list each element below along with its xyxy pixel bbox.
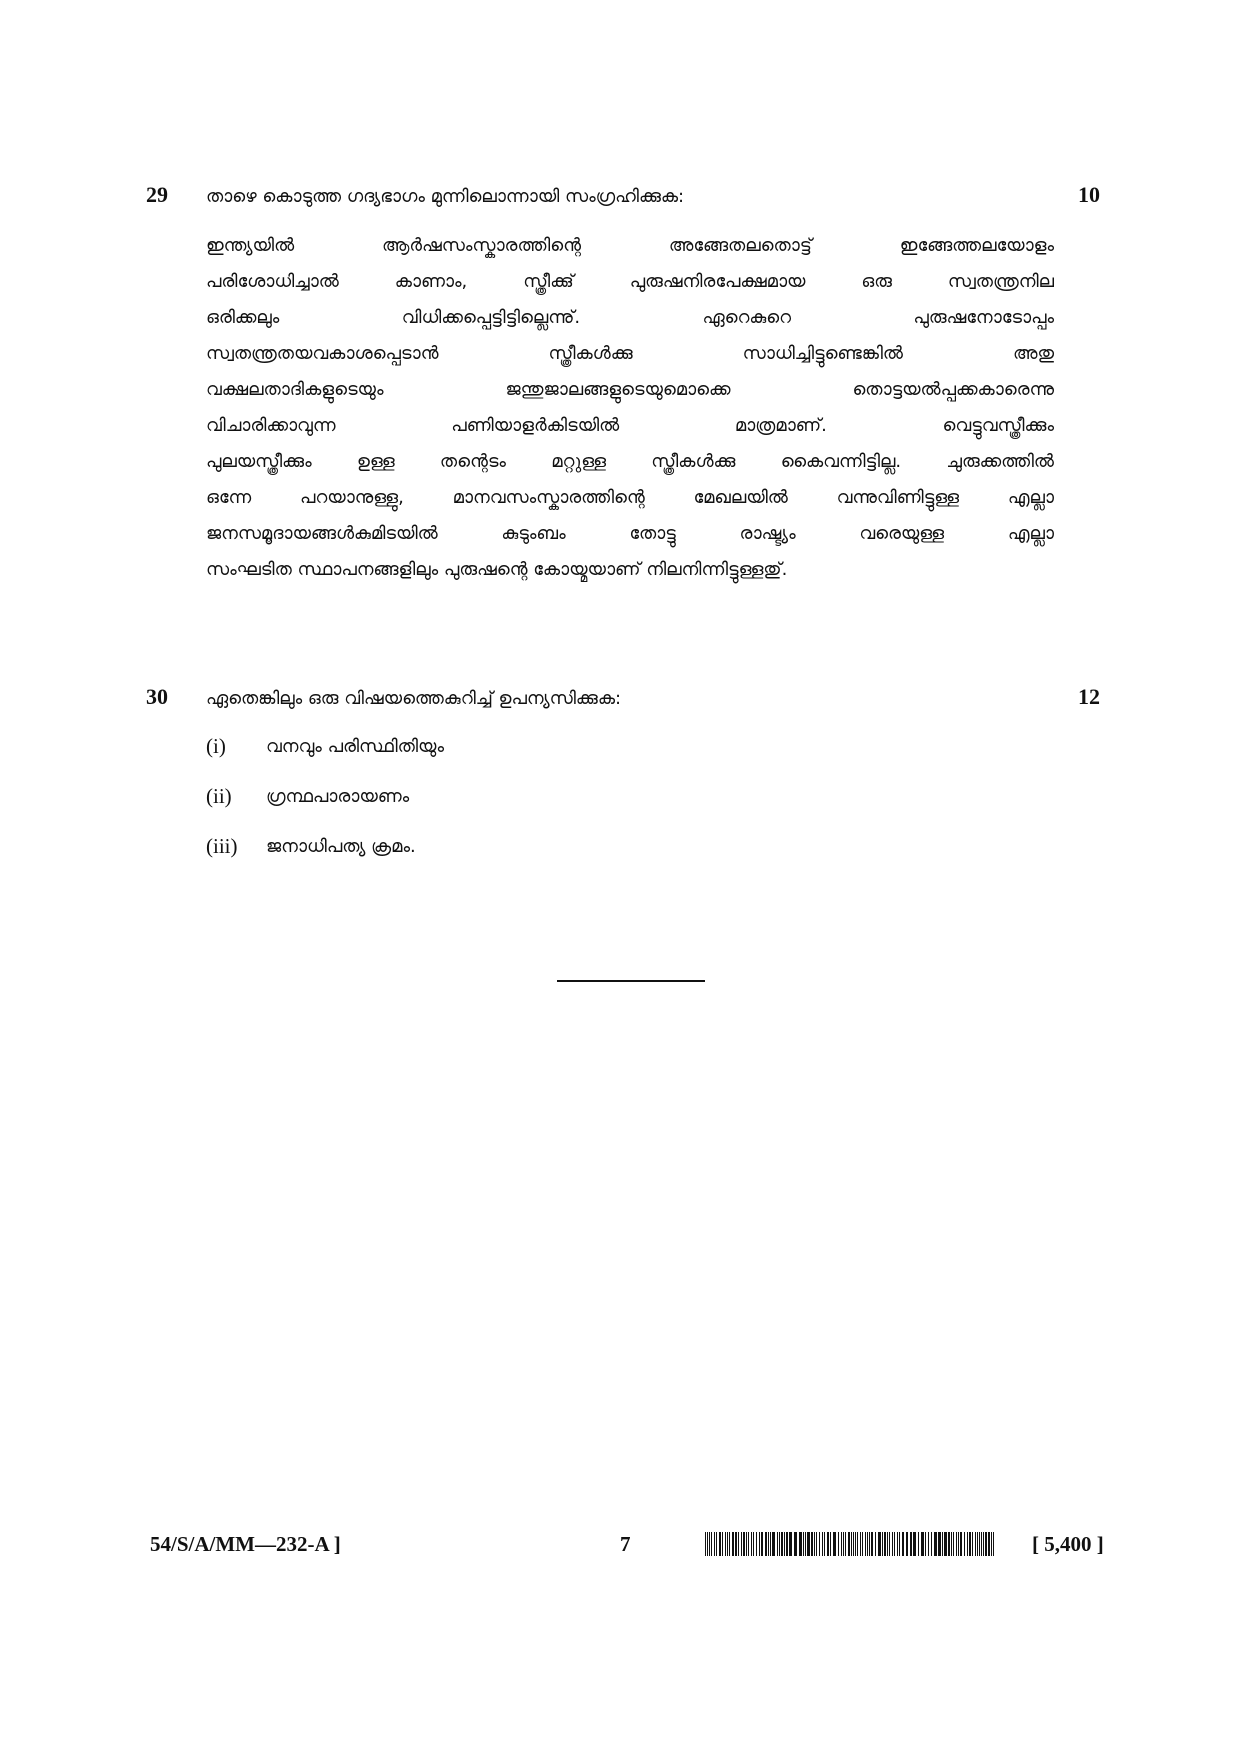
barcode-bar xyxy=(784,1532,785,1556)
barcode-bar xyxy=(719,1532,721,1556)
barcode-bar xyxy=(748,1532,749,1556)
barcode-bar xyxy=(851,1532,852,1556)
barcode-bar xyxy=(934,1532,937,1556)
barcode-bar xyxy=(732,1532,734,1556)
end-divider xyxy=(557,980,705,982)
barcode-bar xyxy=(869,1532,870,1556)
barcode-bar xyxy=(860,1532,861,1556)
question-29-prompt: താഴെ കൊടുത്ത ഗദ്യഭാഗം മുന്നിലൊന്നായി സംഗ്രഹിക്കുക: xyxy=(206,186,685,207)
barcode-bar xyxy=(814,1532,815,1556)
barcode-bar xyxy=(722,1532,723,1556)
barcode-bar xyxy=(729,1532,730,1556)
barcode-bar xyxy=(807,1532,810,1556)
barcode-bar xyxy=(991,1532,992,1556)
barcode-bar xyxy=(753,1532,754,1556)
barcode-bar xyxy=(913,1532,916,1556)
barcode-bar xyxy=(794,1532,797,1556)
option-label: (i) xyxy=(206,734,226,758)
option-label: (ii) xyxy=(206,784,232,808)
passage-line: ഒന്നേ പറയാനുള്ളു, മാനവസംസ്കാരത്തിന്റെ മേഖലയിൽ വന്നുവിണിട്ടുള്ള എല്ലാ xyxy=(206,487,1054,508)
barcode-bar xyxy=(977,1532,978,1556)
barcode-bar xyxy=(738,1532,739,1556)
barcode-bar xyxy=(781,1532,783,1556)
barcode-bar xyxy=(918,1532,919,1556)
barcode-bar xyxy=(786,1532,788,1556)
option-label: (iii) xyxy=(206,834,238,858)
barcode-bar xyxy=(735,1532,737,1556)
barcode-bar xyxy=(871,1532,873,1556)
barcode-bar xyxy=(841,1532,842,1556)
barcode-bar xyxy=(777,1532,778,1556)
barcode-bar xyxy=(981,1532,982,1556)
barcode-bar xyxy=(865,1532,866,1556)
barcode-bar xyxy=(805,1532,806,1556)
barcode-bar xyxy=(882,1532,883,1556)
passage-line: സ്വതന്ത്രതയവകാശപ്പെടാൻ സ്ത്രീകൾക്കു സാധിച്ചിട്ടുണ്ടെങ്കിൽ അതു xyxy=(206,343,1054,364)
barcode-bar xyxy=(711,1532,712,1556)
barcode-bar xyxy=(799,1532,802,1556)
barcode-bar xyxy=(993,1532,994,1556)
footer-copy-count: [ 5,400 ] xyxy=(1032,1532,1104,1556)
barcode-bar xyxy=(822,1532,823,1556)
barcode-bar xyxy=(964,1532,965,1556)
barcode-bar xyxy=(770,1532,771,1556)
barcode-bar xyxy=(827,1532,829,1556)
barcode-bar xyxy=(855,1532,856,1556)
barcode-bar xyxy=(709,1532,710,1556)
barcode-bar xyxy=(830,1532,831,1556)
barcode-bar xyxy=(765,1532,767,1556)
barcode-bar xyxy=(803,1532,804,1556)
barcode-bar xyxy=(779,1532,780,1556)
option-text: വനവും പരിസ്ഥിതിയും xyxy=(266,736,444,757)
barcode-bar xyxy=(894,1532,895,1556)
barcode-bar xyxy=(921,1532,924,1556)
barcode-bar xyxy=(892,1532,893,1556)
barcode-bar xyxy=(975,1532,976,1556)
barcode-bar xyxy=(875,1532,876,1556)
passage-line: വിചാരിക്കാവുന്ന പണിയാളർകിടയിൽ മാത്രമാണ്. വെട്ടുവസ്ത്രീക്കും xyxy=(206,415,1054,436)
barcode-bar xyxy=(906,1532,908,1556)
barcode-bar xyxy=(819,1532,820,1556)
barcode-bar xyxy=(857,1532,858,1556)
passage-line: ഇന്ത്യയിൽ ആർഷസംസ്കാരത്തിന്റെ അങ്ങേതലതൊട്ട് ഇങ്ങേത്തലയോളം xyxy=(206,235,1054,256)
barcode-bar xyxy=(743,1532,745,1556)
passage-line: പരിശോധിച്ചാൽ കാണാം, സ്ത്രീക്കു് പുരുഷനിരപേക്ഷമായ ഒരു സ്വതന്ത്രനില xyxy=(206,271,1054,292)
barcode-bar xyxy=(746,1532,747,1556)
passage-line: സംഘടിത സ്ഥാപനങ്ങളിലും പുരുഷന്റെ കോയ്മയാണ് നിലനിന്നിട്ടുള്ളതു്. xyxy=(206,559,788,580)
barcode-bar xyxy=(983,1532,984,1556)
passage-line: ജനസമൂദായങ്ങൾകുമിടയിൽ കുടുംബം തോട്ടു രാഷ്ട്യം വരെയുള്ള എല്ലാ xyxy=(206,523,1054,544)
question-29-number: 29 xyxy=(146,182,168,207)
barcode-bar xyxy=(902,1532,904,1556)
barcode-bar xyxy=(725,1532,726,1556)
barcode-bar xyxy=(988,1532,990,1556)
barcode-bar xyxy=(985,1532,987,1556)
barcode-bar xyxy=(714,1532,715,1556)
footer-page-number: 7 xyxy=(620,1532,631,1556)
barcode-bar xyxy=(816,1532,817,1556)
question-30-number: 30 xyxy=(146,684,168,709)
barcode-bar xyxy=(772,1532,775,1556)
barcode-bar xyxy=(727,1532,728,1556)
barcode-bar xyxy=(897,1532,898,1556)
passage-line: പുലയസ്ത്രീക്കും ഉള്ള തന്റെടം മറ്റുള്ള സ്ത്രീകൾക്കു കൈവന്നിട്ടില്ല. ചുരുക്കത്തിൽ xyxy=(206,451,1054,472)
barcode-bar xyxy=(953,1532,954,1556)
barcode-bar xyxy=(751,1532,752,1556)
barcode-bar xyxy=(928,1532,929,1556)
barcode-bar xyxy=(878,1532,881,1556)
barcode-bar xyxy=(862,1532,863,1556)
barcode-bar xyxy=(838,1532,839,1556)
question-29-marks: 10 xyxy=(1078,182,1100,207)
barcode-icon xyxy=(705,1532,995,1556)
option-text: ജനാധിപത്യ ക്രമം. xyxy=(266,836,416,857)
barcode-bar xyxy=(910,1532,912,1556)
barcode-bar xyxy=(884,1532,886,1556)
barcode-bar xyxy=(887,1532,888,1556)
barcode-bar xyxy=(761,1532,763,1556)
barcode-bar xyxy=(956,1532,957,1556)
barcode-bar xyxy=(951,1532,952,1556)
question-30-prompt: ഏതെങ്കിലും ഒരു വിഷയത്തെകുറിച്ച് ഉപന്യസിക്കുക: xyxy=(206,688,622,709)
barcode-bar xyxy=(960,1532,962,1556)
barcode-bar xyxy=(843,1532,844,1556)
barcode-bar xyxy=(967,1532,968,1556)
barcode-bar xyxy=(789,1532,792,1556)
passage-line: വക്ഷലതാദികളുടെയും ജന്തുജാലങ്ങളുടെയുമൊക്കെ തൊട്ടയൽപ്പക്കകാരെന്നു xyxy=(206,379,1054,400)
barcode-bar xyxy=(707,1532,708,1556)
barcode-bar xyxy=(741,1532,742,1556)
barcode-bar xyxy=(948,1532,950,1556)
barcode-bar xyxy=(756,1532,757,1556)
barcode-bar xyxy=(867,1532,868,1556)
barcode-bar xyxy=(705,1532,706,1556)
barcode-bar xyxy=(759,1532,760,1556)
barcode-bar xyxy=(938,1532,941,1556)
barcode-bar xyxy=(972,1532,973,1556)
barcode-bar xyxy=(979,1532,980,1556)
passage-line: ഒരിക്കലും വിധിക്കപ്പെട്ടിട്ടില്ലെന്നു്. ഏറെകുറെ പുരുഷനോടോപ്പം xyxy=(206,307,1054,328)
question-29-passage xyxy=(206,228,1054,588)
barcode-bar xyxy=(958,1532,959,1556)
barcode-bar xyxy=(811,1532,813,1556)
barcode-bar xyxy=(944,1532,947,1556)
barcode-bar xyxy=(848,1532,850,1556)
barcode-bar xyxy=(833,1532,836,1556)
barcode-bar xyxy=(889,1532,890,1556)
barcode-bar xyxy=(824,1532,825,1556)
barcode-bar xyxy=(969,1532,971,1556)
barcode-bar xyxy=(845,1532,846,1556)
barcode-bar xyxy=(899,1532,900,1556)
barcode-bar xyxy=(853,1532,854,1556)
barcode-bar xyxy=(768,1532,769,1556)
barcode-bar xyxy=(716,1532,717,1556)
option-text: ഗ്രന്ഥപാരായണം xyxy=(266,786,410,807)
barcode-bar xyxy=(925,1532,926,1556)
barcode-bar xyxy=(942,1532,943,1556)
barcode-bar xyxy=(931,1532,932,1556)
footer-paper-code: 54/S/A/MM—232-A ] xyxy=(150,1532,341,1556)
question-30-marks: 12 xyxy=(1078,684,1100,709)
